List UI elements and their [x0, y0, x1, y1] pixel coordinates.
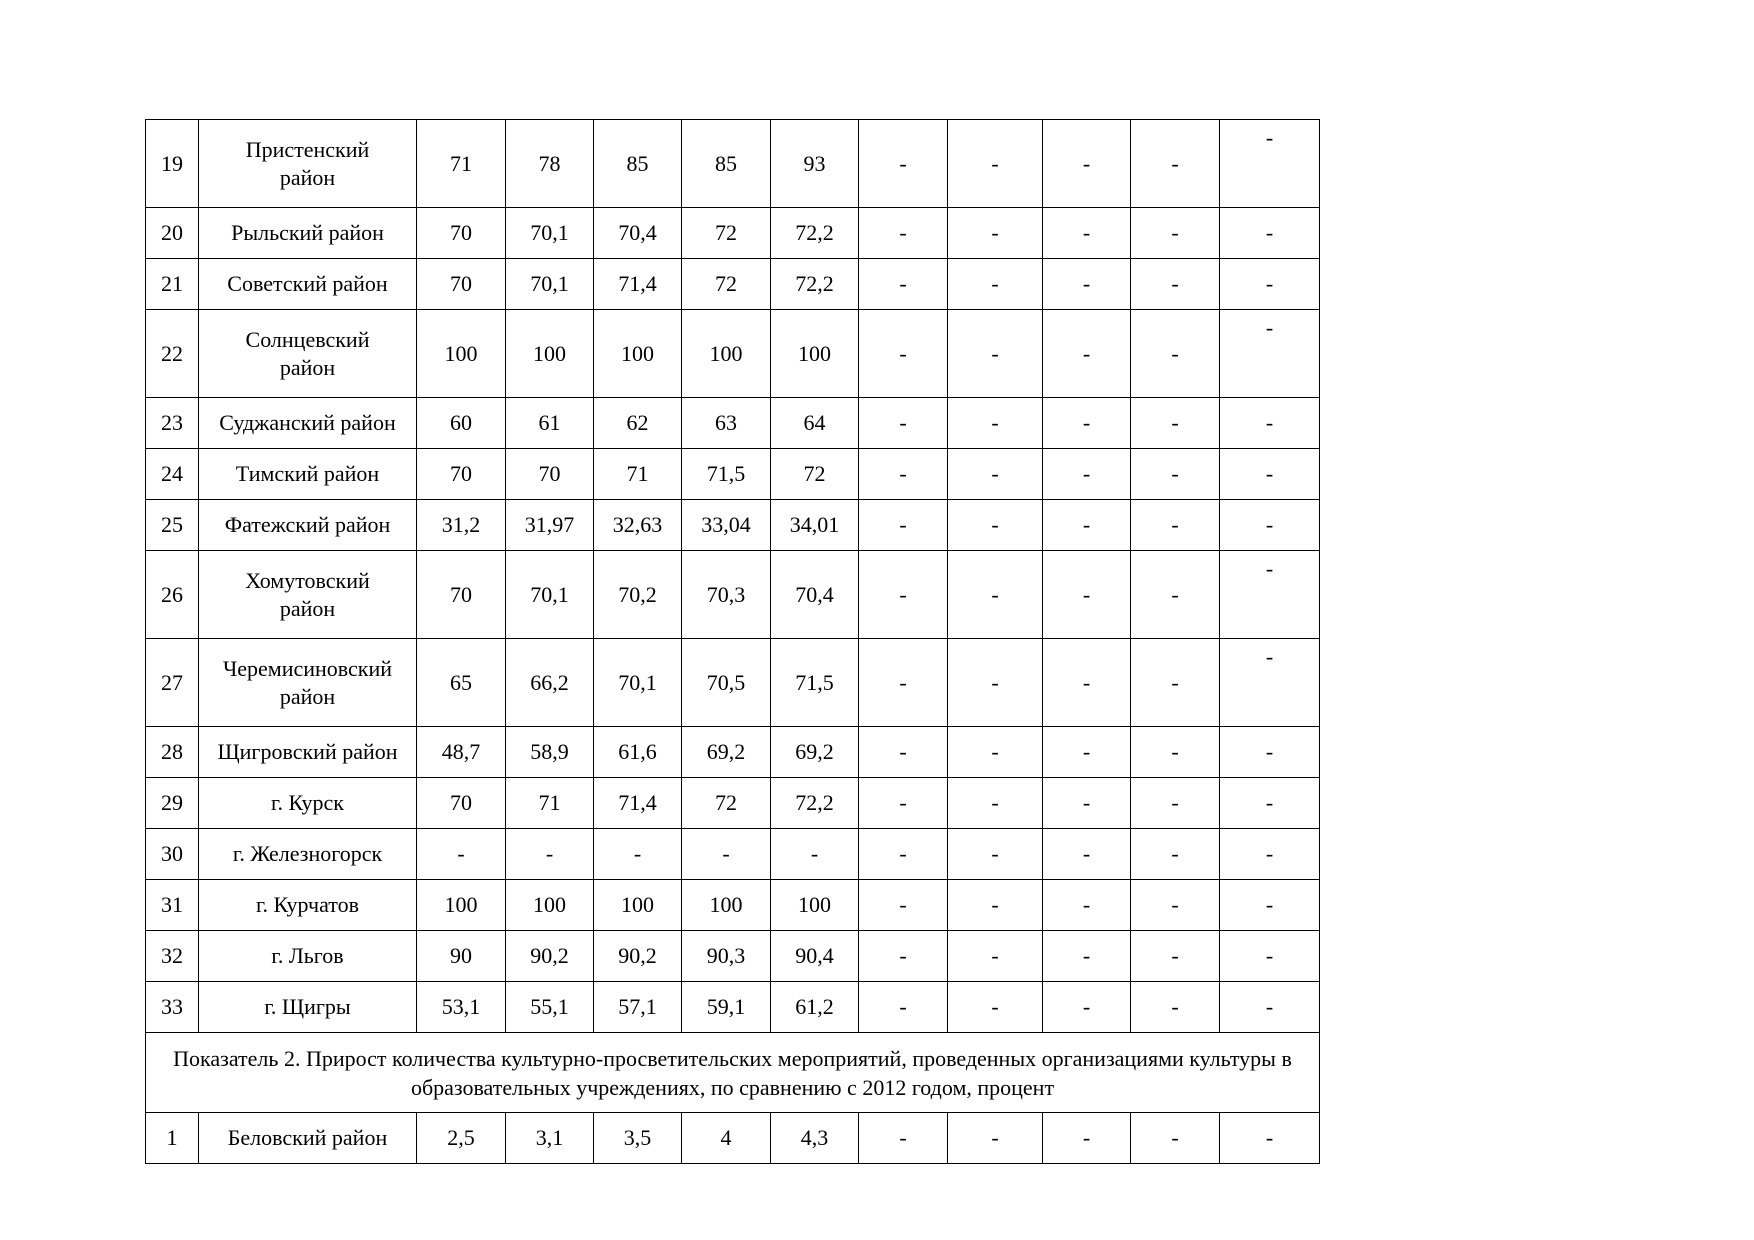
value-cell-9: - — [1131, 778, 1220, 829]
value-cell-6: - — [859, 551, 948, 639]
value-cell-6: - — [859, 880, 948, 931]
value-cell-1: 100 — [417, 880, 506, 931]
value-cell-7: - — [948, 639, 1043, 727]
value-cell-2: 61 — [506, 398, 594, 449]
value-cell-10: - — [1220, 551, 1320, 639]
table-row — [146, 727, 1320, 778]
value-cell-7: - — [948, 931, 1043, 982]
value-cell-10: - — [1220, 829, 1320, 880]
section-title: Показатель 2. Прирост количества культурно-просветительских мероприятий, проведенных организациями культуры в образовательных учреждениях, по сравнению с 2012 годом, процент — [146, 1033, 1320, 1113]
value-cell-6: - — [859, 310, 948, 398]
value-cell-8: - — [1043, 639, 1131, 727]
value-cell-3: 85 — [594, 120, 682, 208]
value-cell-10: - — [1220, 982, 1320, 1033]
table-row — [146, 778, 1320, 829]
value-cell-7: - — [948, 778, 1043, 829]
row-number: 26 — [146, 551, 199, 639]
value-cell-8: - — [1043, 310, 1131, 398]
value-cell-2: 58,9 — [506, 727, 594, 778]
value-cell-3: 32,63 — [594, 500, 682, 551]
value-cell-2: 31,97 — [506, 500, 594, 551]
value-cell-10: - — [1220, 639, 1320, 727]
table-row — [146, 639, 1320, 727]
value-cell-1: 100 — [417, 310, 506, 398]
value-cell-6: - — [859, 1113, 948, 1164]
value-cell-6: - — [859, 398, 948, 449]
value-cell-1: 48,7 — [417, 727, 506, 778]
value-cell-10: - — [1220, 120, 1320, 208]
value-cell-4: 4 — [682, 1113, 771, 1164]
value-cell-5: 72,2 — [771, 208, 859, 259]
value-cell-4: 33,04 — [682, 500, 771, 551]
value-cell-4: 59,1 — [682, 982, 771, 1033]
value-cell-2: 71 — [506, 778, 594, 829]
value-cell-9: - — [1131, 449, 1220, 500]
row-district-name: Советский район — [199, 259, 417, 310]
value-cell-8: - — [1043, 398, 1131, 449]
value-cell-10: - — [1220, 398, 1320, 449]
value-cell-7: - — [948, 259, 1043, 310]
table-body-part-1 — [146, 120, 1320, 1033]
value-cell-4: 85 — [682, 120, 771, 208]
value-cell-9: - — [1131, 120, 1220, 208]
value-cell-5: - — [771, 829, 859, 880]
row-number: 21 — [146, 259, 199, 310]
value-cell-8: - — [1043, 449, 1131, 500]
value-cell-9: - — [1131, 1113, 1220, 1164]
value-cell-6: - — [859, 500, 948, 551]
value-cell-10: - — [1220, 208, 1320, 259]
table-row — [146, 829, 1320, 880]
row-district-name: Фатежский район — [199, 500, 417, 551]
row-district-name: г. Льгов — [199, 931, 417, 982]
value-cell-9: - — [1131, 310, 1220, 398]
value-cell-9: - — [1131, 551, 1220, 639]
value-cell-1: 31,2 — [417, 500, 506, 551]
value-cell-8: - — [1043, 778, 1131, 829]
value-cell-5: 90,4 — [771, 931, 859, 982]
row-district-name: Щигровский район — [199, 727, 417, 778]
value-cell-6: - — [859, 829, 948, 880]
value-cell-5: 72,2 — [771, 259, 859, 310]
table-row — [146, 120, 1320, 208]
value-cell-9: - — [1131, 259, 1220, 310]
row-number: 19 — [146, 120, 199, 208]
value-cell-2: 70,1 — [506, 259, 594, 310]
table-row — [146, 982, 1320, 1033]
table-row — [146, 931, 1320, 982]
value-cell-2: 70,1 — [506, 208, 594, 259]
value-cell-8: - — [1043, 982, 1131, 1033]
value-cell-8: - — [1043, 829, 1131, 880]
value-cell-7: - — [948, 449, 1043, 500]
value-cell-7: - — [948, 880, 1043, 931]
value-cell-8: - — [1043, 551, 1131, 639]
value-cell-1: 70 — [417, 208, 506, 259]
table-row — [146, 500, 1320, 551]
value-cell-10: - — [1220, 259, 1320, 310]
value-cell-4: 69,2 — [682, 727, 771, 778]
value-cell-8: - — [1043, 727, 1131, 778]
value-cell-3: 100 — [594, 880, 682, 931]
value-cell-7: - — [948, 551, 1043, 639]
value-cell-8: - — [1043, 259, 1131, 310]
value-cell-5: 100 — [771, 880, 859, 931]
value-cell-2: 100 — [506, 880, 594, 931]
table-row — [146, 449, 1320, 500]
value-cell-1: 71 — [417, 120, 506, 208]
value-cell-5: 4,3 — [771, 1113, 859, 1164]
value-cell-1: 70 — [417, 449, 506, 500]
row-district-name: Беловский район — [199, 1113, 417, 1164]
value-cell-3: 57,1 — [594, 982, 682, 1033]
value-cell-3: 62 — [594, 398, 682, 449]
table-row — [146, 310, 1320, 398]
value-cell-6: - — [859, 449, 948, 500]
value-cell-1: 65 — [417, 639, 506, 727]
row-district-name: Тимский район — [199, 449, 417, 500]
value-cell-4: 63 — [682, 398, 771, 449]
value-cell-1: 60 — [417, 398, 506, 449]
value-cell-5: 72 — [771, 449, 859, 500]
row-number: 23 — [146, 398, 199, 449]
value-cell-7: - — [948, 829, 1043, 880]
value-cell-7: - — [948, 982, 1043, 1033]
value-cell-3: 3,5 — [594, 1113, 682, 1164]
value-cell-7: - — [948, 1113, 1043, 1164]
value-cell-6: - — [859, 120, 948, 208]
value-cell-7: - — [948, 120, 1043, 208]
value-cell-9: - — [1131, 829, 1220, 880]
value-cell-10: - — [1220, 310, 1320, 398]
value-cell-8: - — [1043, 931, 1131, 982]
section-header-row — [146, 1033, 1320, 1113]
value-cell-4: 72 — [682, 259, 771, 310]
value-cell-10: - — [1220, 727, 1320, 778]
value-cell-2: 70,1 — [506, 551, 594, 639]
value-cell-8: - — [1043, 120, 1131, 208]
value-cell-7: - — [948, 398, 1043, 449]
value-cell-5: 70,4 — [771, 551, 859, 639]
value-cell-8: - — [1043, 500, 1131, 551]
value-cell-8: - — [1043, 880, 1131, 931]
value-cell-2: - — [506, 829, 594, 880]
value-cell-5: 93 — [771, 120, 859, 208]
value-cell-4: 72 — [682, 778, 771, 829]
value-cell-1: - — [417, 829, 506, 880]
value-cell-7: - — [948, 208, 1043, 259]
value-cell-4: 70,5 — [682, 639, 771, 727]
value-cell-10: - — [1220, 778, 1320, 829]
value-cell-3: 70,4 — [594, 208, 682, 259]
value-cell-6: - — [859, 259, 948, 310]
value-cell-4: - — [682, 829, 771, 880]
value-cell-8: - — [1043, 208, 1131, 259]
row-number: 33 — [146, 982, 199, 1033]
value-cell-6: - — [859, 778, 948, 829]
value-cell-3: 90,2 — [594, 931, 682, 982]
table-row — [146, 880, 1320, 931]
value-cell-10: - — [1220, 880, 1320, 931]
value-cell-5: 34,01 — [771, 500, 859, 551]
value-cell-6: - — [859, 727, 948, 778]
value-cell-4: 70,3 — [682, 551, 771, 639]
value-cell-9: - — [1131, 208, 1220, 259]
value-cell-3: 100 — [594, 310, 682, 398]
row-district-name: Хомутовский район — [199, 551, 417, 639]
row-number: 32 — [146, 931, 199, 982]
value-cell-9: - — [1131, 398, 1220, 449]
value-cell-5: 71,5 — [771, 639, 859, 727]
row-number: 29 — [146, 778, 199, 829]
row-number: 22 — [146, 310, 199, 398]
value-cell-4: 72 — [682, 208, 771, 259]
value-cell-10: - — [1220, 1113, 1320, 1164]
value-cell-3: 71 — [594, 449, 682, 500]
row-district-name: г. Железногорск — [199, 829, 417, 880]
value-cell-9: - — [1131, 727, 1220, 778]
value-cell-9: - — [1131, 500, 1220, 551]
value-cell-7: - — [948, 727, 1043, 778]
value-cell-8: - — [1043, 1113, 1131, 1164]
table-body-part-2 — [146, 1113, 1320, 1164]
row-district-name: г. Курчатов — [199, 880, 417, 931]
value-cell-5: 100 — [771, 310, 859, 398]
row-district-name: Солнцевский район — [199, 310, 417, 398]
row-district-name: Черемисиновский район — [199, 639, 417, 727]
row-number: 30 — [146, 829, 199, 880]
value-cell-3: 71,4 — [594, 778, 682, 829]
value-cell-1: 90 — [417, 931, 506, 982]
value-cell-6: - — [859, 639, 948, 727]
value-cell-2: 3,1 — [506, 1113, 594, 1164]
table-row — [146, 551, 1320, 639]
value-cell-10: - — [1220, 500, 1320, 551]
row-number: 25 — [146, 500, 199, 551]
value-cell-5: 61,2 — [771, 982, 859, 1033]
value-cell-9: - — [1131, 982, 1220, 1033]
value-cell-1: 53,1 — [417, 982, 506, 1033]
table-row — [146, 259, 1320, 310]
value-cell-3: 61,6 — [594, 727, 682, 778]
value-cell-7: - — [948, 500, 1043, 551]
value-cell-10: - — [1220, 931, 1320, 982]
value-cell-4: 100 — [682, 310, 771, 398]
row-number: 28 — [146, 727, 199, 778]
table-row — [146, 398, 1320, 449]
value-cell-1: 70 — [417, 778, 506, 829]
value-cell-4: 100 — [682, 880, 771, 931]
table-row — [146, 1113, 1320, 1164]
value-cell-9: - — [1131, 880, 1220, 931]
row-district-name: Пристенский район — [199, 120, 417, 208]
row-number: 31 — [146, 880, 199, 931]
value-cell-4: 90,3 — [682, 931, 771, 982]
row-number: 27 — [146, 639, 199, 727]
value-cell-4: 71,5 — [682, 449, 771, 500]
value-cell-2: 55,1 — [506, 982, 594, 1033]
value-cell-3: 71,4 — [594, 259, 682, 310]
value-cell-5: 72,2 — [771, 778, 859, 829]
value-cell-1: 70 — [417, 259, 506, 310]
row-district-name: Рыльский район — [199, 208, 417, 259]
value-cell-2: 90,2 — [506, 931, 594, 982]
value-cell-3: 70,2 — [594, 551, 682, 639]
row-number: 1 — [146, 1113, 199, 1164]
row-number: 20 — [146, 208, 199, 259]
value-cell-1: 2,5 — [417, 1113, 506, 1164]
value-cell-2: 100 — [506, 310, 594, 398]
row-number: 24 — [146, 449, 199, 500]
table-row — [146, 208, 1320, 259]
row-district-name: г. Щигры — [199, 982, 417, 1033]
value-cell-6: - — [859, 931, 948, 982]
value-cell-6: - — [859, 208, 948, 259]
value-cell-3: 70,1 — [594, 639, 682, 727]
value-cell-6: - — [859, 982, 948, 1033]
value-cell-9: - — [1131, 639, 1220, 727]
row-district-name: Суджанский район — [199, 398, 417, 449]
value-cell-2: 78 — [506, 120, 594, 208]
value-cell-1: 70 — [417, 551, 506, 639]
value-cell-9: - — [1131, 931, 1220, 982]
section-header-group — [146, 1033, 1320, 1113]
value-cell-2: 66,2 — [506, 639, 594, 727]
value-cell-5: 64 — [771, 398, 859, 449]
row-district-name: г. Курск — [199, 778, 417, 829]
data-table — [145, 119, 1320, 1164]
value-cell-2: 70 — [506, 449, 594, 500]
value-cell-5: 69,2 — [771, 727, 859, 778]
value-cell-10: - — [1220, 449, 1320, 500]
value-cell-3: - — [594, 829, 682, 880]
value-cell-7: - — [948, 310, 1043, 398]
